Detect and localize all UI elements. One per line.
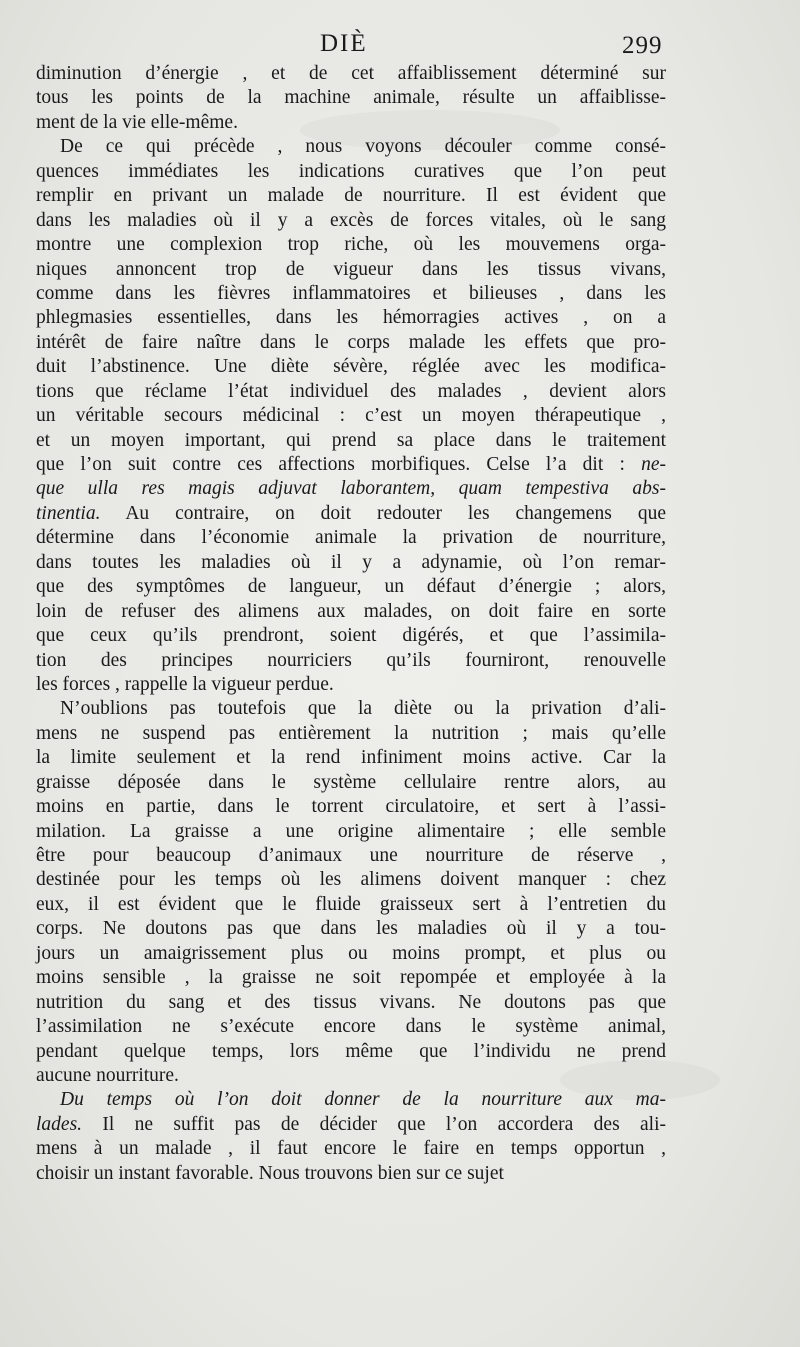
text-line [36,380,666,404]
line-text: mens à un malade , il faut encore le faire en temps opportun , [36,1138,666,1160]
line-text: moins sensible , la graisse ne soit repompée et employée à la [36,967,666,989]
line-text: que des symptômes de langueur, un défaut d’énergie ; alors, [36,576,666,598]
line-text: quences immédiates les indications curatives que l’on peut [36,160,666,182]
line-text: Il ne suffit pas de décider que l’on accordera des ali- [82,1113,666,1135]
italic-text: tinentia. [36,502,101,524]
line-text: Au contraire, on doit redouter les changemens que [100,502,666,524]
text-line [36,160,666,184]
italic-text: que ulla res magis adjuvat laborantem, quam tempestiva abs- [36,478,666,500]
text-line [36,893,666,917]
line-text: dans toutes les maladies où il y a adynamie, où l’on remar- [36,551,666,573]
running-head-title: DIÈ [320,30,368,57]
line-text: phlegmasies essentielles, dans les hémorragies actives , on a [36,307,666,329]
line-text: les forces , rappelle la vigueur perdue. [36,673,334,695]
line-text: choisir un instant favorable. Nous trouvons bien sur ce sujet [36,1162,504,1184]
line-text: jours un amaigrissement plus ou moins prompt, et plus ou [36,942,666,964]
text-line [36,722,666,746]
text-line [36,868,666,892]
text-line [36,111,666,135]
line-text: diminution d’énergie , et de cet affaiblissement déterminé sur [36,63,666,84]
italic-text: lades. [36,1113,83,1135]
text-line [36,233,666,257]
line-text: duit l’abstinence. Une diète sévère, réglée avec les modifica- [36,356,666,378]
line-text: détermine dans l’économie animale la privation de nourriture, [36,527,666,549]
line-text: un véritable secours médicinal : c’est un moyen thérapeutique , [36,405,666,427]
line-text: la limite seulement et la rend infiniment moins active. Car la [36,747,666,769]
text-line [36,62,666,86]
text-line [36,355,666,379]
text-line [36,86,666,110]
text-line [36,1137,666,1161]
line-text: pendant quelque temps, lors même que l’individu ne prend [36,1040,666,1062]
text-line [36,697,666,721]
line-text: mens ne suspend pas entièrement la nutrition ; mais qu’elle [36,722,666,744]
text-line [36,135,666,159]
line-text: et un moyen important, qui prend sa place dans le traitement [36,429,666,451]
text-line [36,1088,666,1112]
line-text: N’oublions pas toutefois que la diète ou la privation d’ali- [60,698,666,720]
line-text: être pour beaucoup d’animaux une nourriture de réserve , [36,845,666,866]
line-text: corps. Ne doutons pas que dans les maladies où il y a tou- [36,918,666,940]
text-line [36,771,666,795]
text-line [36,526,666,550]
running-head [0,30,800,60]
line-text: destinée pour les temps où les alimens doivent manquer : chez [36,869,666,891]
text-line [36,746,666,770]
text-line [36,991,666,1015]
line-text: tions que réclame l’état individuel des malades , devient alors [36,380,666,402]
text-line [36,820,666,844]
text-line [36,795,666,819]
line-text: comme dans les fièvres inflammatoires et bilieuses , dans les [36,282,666,304]
body-text [36,62,666,1186]
text-line [36,453,666,477]
text-line [36,673,666,697]
text-line [36,209,666,233]
line-text: dans les maladies où il y a excès de forces vitales, où le sang [36,209,666,231]
italic-text: ne- [641,454,666,475]
italic-text: Du temps où l’on doit donner de la nourriture aux ma- [60,1089,666,1111]
line-text: ment de la vie elle-même. [36,111,238,133]
text-line [36,429,666,453]
text-line [36,917,666,941]
text-line [36,600,666,624]
line-text: niques annoncent trop de vigueur dans les tissus vivans, [36,258,666,280]
line-text: De ce qui précède , nous voyons découler comme consé- [60,136,666,158]
line-text: nutrition du sang et des tissus vivans. Ne doutons pas que [36,991,666,1013]
line-text: remplir en privant un malade de nourriture. Il est évident que [36,185,666,207]
text-line [36,258,666,282]
line-text: moins en partie, dans le torrent circulatoire, et sert à l’assi- [36,796,666,818]
text-line [36,282,666,306]
text-line [36,649,666,673]
text-line [36,502,666,526]
line-text: l’assimilation ne s’exécute encore dans le système animal, [36,1016,666,1038]
text-line [36,966,666,990]
text-line [36,404,666,428]
text-line [36,1040,666,1064]
text-line [36,575,666,599]
line-text: intérêt de faire naître dans le corps malade les effets que pro- [36,331,666,353]
line-text: que ceux qu’ils prendront, soient digérés, et que l’assimila- [36,625,666,647]
line-text: montre une complexion trop riche, où les mouvemens orga- [36,234,666,256]
text-line [36,1015,666,1039]
line-text: que l’on suit contre ces affections morbifiques. Celse l’a dit : [36,454,642,475]
text-line [36,1113,666,1137]
line-text: tous les points de la machine animale, résulte un affaiblisse- [36,87,666,109]
text-line [36,477,666,501]
line-text: loin de refuser des alimens aux malades, on doit faire en sorte [36,600,666,622]
line-text: milation. La graisse a une origine alimentaire ; elle semble [36,820,666,842]
text-line [36,1162,666,1186]
line-text: eux, il est évident que le fluide graisseux sert à l’entretien du [36,893,666,915]
text-line [36,942,666,966]
text-line [36,624,666,648]
text-line [36,1064,666,1088]
text-line [36,551,666,575]
line-text: graisse déposée dans le système cellulaire rentre alors, au [36,771,666,793]
line-text: tion des principes nourriciers qu’ils fourniront, renouvelle [36,649,666,671]
text-line [36,184,666,208]
page-number: 299 [622,32,663,59]
line-text: aucune nourriture. [36,1064,179,1086]
text-line [36,331,666,355]
text-line [36,844,666,868]
text-line [36,306,666,330]
